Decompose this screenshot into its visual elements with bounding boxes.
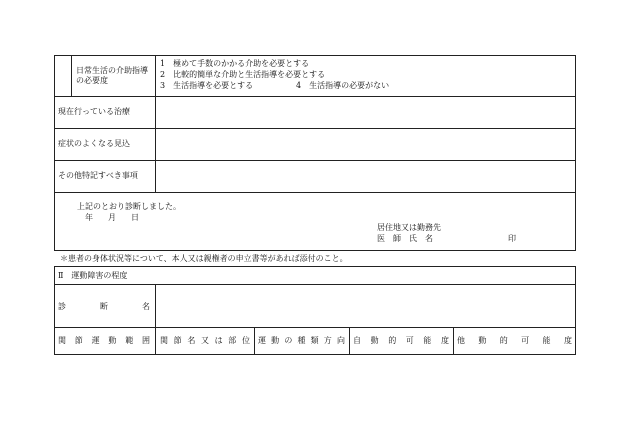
- doctor-name-label: 医 師 氏 名: [377, 234, 433, 243]
- section1-row-divider-2: [54, 128, 576, 129]
- prognosis-label: 症状のよくなる見込: [58, 139, 130, 148]
- section2-col-divider-2: [254, 327, 255, 355]
- option-3: 3 生活指導を必要とする: [160, 81, 254, 90]
- section2-label-column-divider: [155, 284, 156, 355]
- section2-col-divider-3: [349, 327, 350, 355]
- option-1: 1 極めて手数のかかる介助を必要とする: [160, 59, 310, 68]
- header-motion-type: 運 動 の 種 類 方 向: [258, 336, 345, 345]
- section1-left-stub-divider: [71, 55, 72, 97]
- section2-title: Ⅱ 運動障害の程度: [58, 271, 128, 280]
- seal-label: 印: [508, 234, 516, 243]
- section1-label-column-divider: [155, 55, 156, 193]
- certification-text: 上記のとおり診断しました。: [77, 202, 181, 211]
- current-treatment-label: 現在行っている治療: [58, 107, 130, 116]
- attachment-note: ＊患者の身体状況等について、本人又は親権者の申立書等があれば添付のこと。: [60, 254, 348, 263]
- diagnosis-label: 診 断 名: [58, 302, 150, 311]
- header-joint-name: 関 節 名 又 は 部 位: [160, 336, 250, 345]
- section2-col-divider-4: [453, 327, 454, 355]
- address-label: 居住地又は勤務先: [377, 223, 441, 232]
- daily-life-label-line1: 日常生活の介助指導: [76, 66, 148, 75]
- date-day: 日: [131, 213, 139, 222]
- section2-diagnosis-divider: [54, 327, 576, 328]
- option-4: 4 生活指導の必要がない: [296, 81, 390, 90]
- header-active-range: 自 動 的 可 能 度: [353, 336, 449, 345]
- date-year: 年: [85, 213, 93, 222]
- section1-row-divider-1: [54, 96, 576, 97]
- option-2: 2 比較的簡単な介助と生活指導を必要とする: [160, 70, 326, 79]
- section1-row-divider-4: [54, 192, 576, 193]
- header-joint-range: 関 節 運 動 範 囲: [58, 336, 150, 345]
- date-month: 月: [108, 213, 116, 222]
- header-passive-range: 他 動 的 可 能 度: [457, 336, 572, 345]
- other-notes-label: その他特記すべき事項: [58, 171, 138, 180]
- daily-life-label-line2: の必要度: [76, 76, 108, 85]
- section2-title-divider: [54, 284, 576, 285]
- section1-row-divider-3: [54, 160, 576, 161]
